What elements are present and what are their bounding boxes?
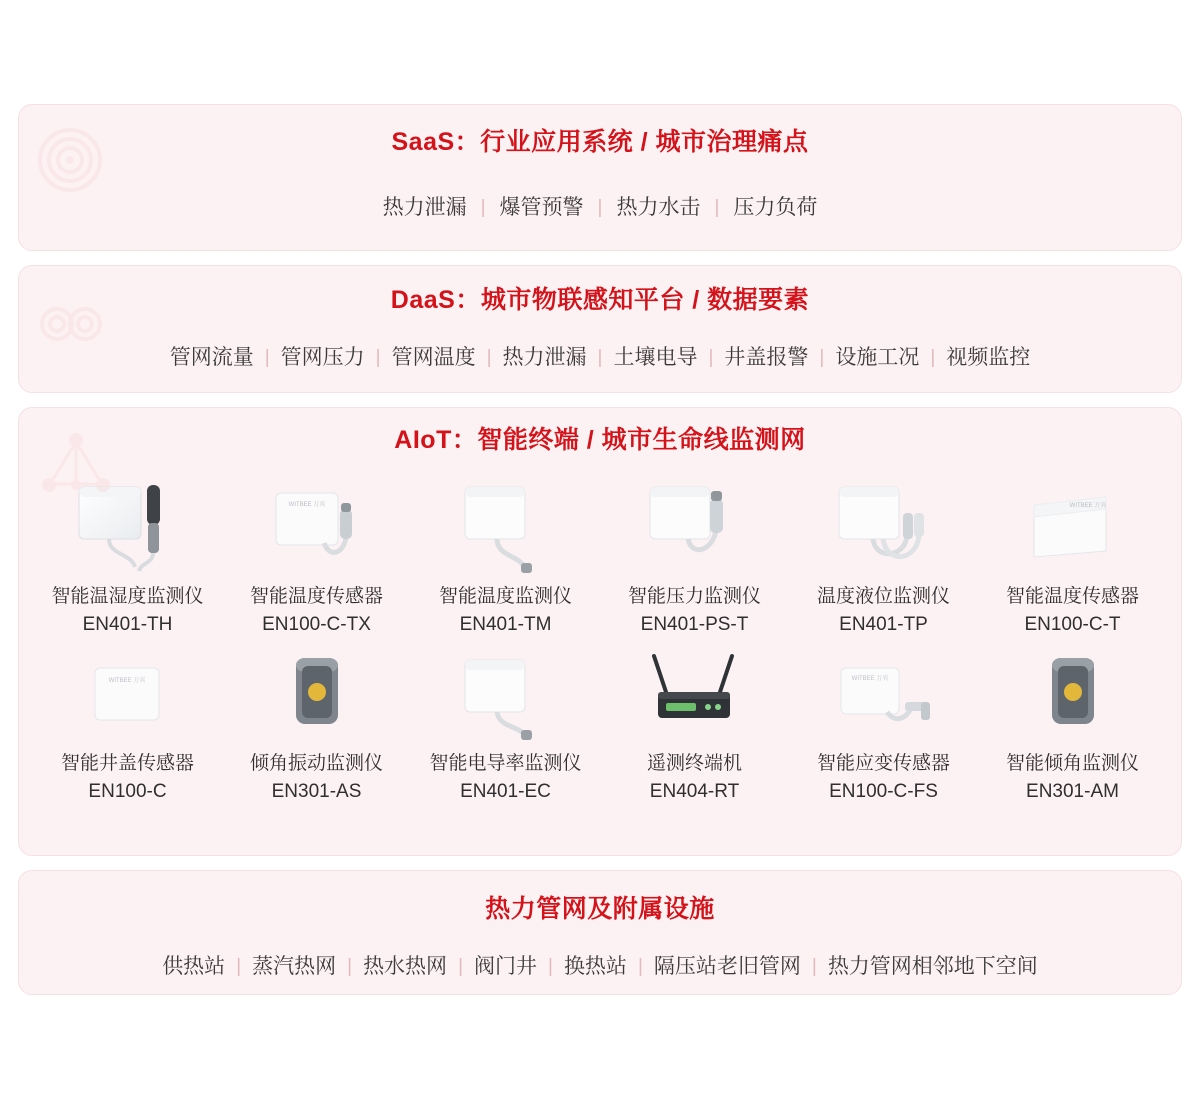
device-item[interactable] [600,475,789,638]
device-name: 智能温度传感器 [1005,586,1139,607]
infrastructure-tag: 热力管网相邻地下空间 [827,955,1038,978]
device-item[interactable] [411,475,600,638]
infrastructure-tag: 热水热网 [363,955,448,978]
device-name: 智能压力监测仪 [627,586,761,607]
daas-tag: 热力泄漏 [502,346,587,369]
svg-text:WITBEE 万宾: WITBEE 万宾 [851,676,888,683]
device-name: 遥测终端机 [646,753,742,775]
separator: | [708,347,714,368]
daas-title [19,288,1181,313]
sensor-flat-panel-icon [69,642,187,742]
sensor-box-cable-icon [447,475,565,575]
grey-module-button-icon [258,642,376,742]
saas-tag-row [19,197,1181,218]
sensor-box-probe-icon [69,475,187,575]
separator: | [486,347,492,368]
device-model: EN301-AM [1026,780,1119,802]
device-item[interactable] [789,475,978,638]
device-item[interactable] [222,642,411,805]
daas-tag: 土壤电导 [613,346,698,369]
infrastructure-card [18,870,1182,995]
sensor-box-pressure-icon [636,475,754,575]
device-item[interactable] [789,642,978,805]
infrastructure-tag: 供热站 [162,955,226,978]
sensor-box-dual-cable-icon [825,475,943,575]
device-model: EN401-TM [459,613,552,635]
separator: | [930,347,936,368]
device-model: EN401-TH [82,613,173,635]
device-model: EN404-RT [649,780,740,802]
device-item[interactable] [978,642,1167,805]
sensor-box-cable-icon [447,642,565,742]
device-grid [19,475,1181,805]
device-model: EN100-C-T [1024,613,1121,635]
device-item[interactable] [600,642,789,805]
aiot-card [18,407,1182,856]
device-name: 智能电导率监测仪 [429,753,582,775]
separator: | [480,197,486,218]
separator: | [236,956,242,977]
device-name: 智能温度传感器 [249,586,383,607]
svg-text:WITBEE 万宾: WITBEE 万宾 [288,502,325,508]
device-name: 智能温度监测仪 [438,586,572,607]
separator: | [264,347,270,368]
svg-text:WITBEE 万宾: WITBEE 万宾 [108,678,145,685]
sensor-panel-bracket-icon [825,642,943,742]
separator: | [714,197,720,218]
saas-title [19,130,1181,155]
device-model: EN401-PS-T [640,613,749,635]
separator: | [548,956,553,977]
device-model: EN100-C-TX [262,613,371,635]
infrastructure-tag: 隔压站老旧管网 [653,955,801,978]
device-item[interactable] [978,475,1167,638]
daas-tag: 管网流量 [169,346,254,369]
daas-tag: 设施工况 [835,346,920,369]
device-item[interactable] [222,475,411,638]
grey-module-button-icon [1014,642,1132,742]
device-model: EN301-AS [271,780,362,802]
daas-card [18,265,1182,393]
separator: | [819,347,825,368]
infrastructure-title: 热力管网及附属设施 [485,895,715,923]
device-name: 智能应变传感器 [816,753,950,775]
saas-title-main: 行业应用系统 / 城市治理痛点 [480,128,809,156]
saas-tag: 热力泄漏 [382,196,467,219]
device-name: 智能倾角监测仪 [1005,753,1139,775]
daas-tag-row [19,347,1181,368]
saas-tag: 压力负荷 [733,196,818,219]
saas-tag: 爆管预警 [499,196,584,219]
device-name: 智能井盖传感器 [60,753,194,775]
device-name: 倾角振动监测仪 [249,753,383,775]
device-model: EN401-TP [839,613,928,635]
daas-tag: 管网压力 [280,346,365,369]
sensor-white-block-icon [1014,475,1132,575]
saas-tag: 热力水击 [616,196,701,219]
aiot-title [19,428,1181,453]
device-item[interactable] [33,475,222,638]
aiot-title-main: 智能终端 / 城市生命线监测网 [477,426,806,454]
sensor-panel-cable-icon [258,475,376,575]
saas-card [18,104,1182,251]
svg-text:WITBEE 万宾: WITBEE 万宾 [1069,503,1106,509]
aiot-title-prefix: AIoT： [394,426,478,454]
device-model: EN100-C [88,780,167,802]
daas-tag: 管网温度 [391,346,476,369]
separator: | [637,956,643,977]
device-item[interactable] [411,642,600,805]
infrastructure-tag: 换热站 [563,955,627,978]
saas-title-prefix: SaaS： [391,128,481,156]
infrastructure-tag: 阀门井 [474,955,537,978]
separator: | [811,956,817,977]
device-name: 温度液位监测仪 [816,586,950,607]
device-item[interactable] [33,642,222,805]
separator: | [458,956,463,977]
daas-title-prefix: DaaS： [390,286,481,314]
daas-tag: 井盖报警 [724,346,809,369]
router-antenna-icon [636,642,754,742]
separator: | [347,956,353,977]
separator: | [597,197,603,218]
device-model: EN100-C-FS [829,780,938,802]
separator: | [375,347,381,368]
device-name: 智能温湿度监测仪 [51,586,204,607]
infrastructure-tag-row [19,956,1181,977]
device-model: EN401-EC [460,780,551,802]
separator: | [597,347,603,368]
infrastructure-tag: 蒸汽热网 [252,955,337,978]
daas-tag: 视频监控 [946,346,1031,369]
daas-title-main: 城市物联感知平台 / 数据要素 [480,286,810,314]
